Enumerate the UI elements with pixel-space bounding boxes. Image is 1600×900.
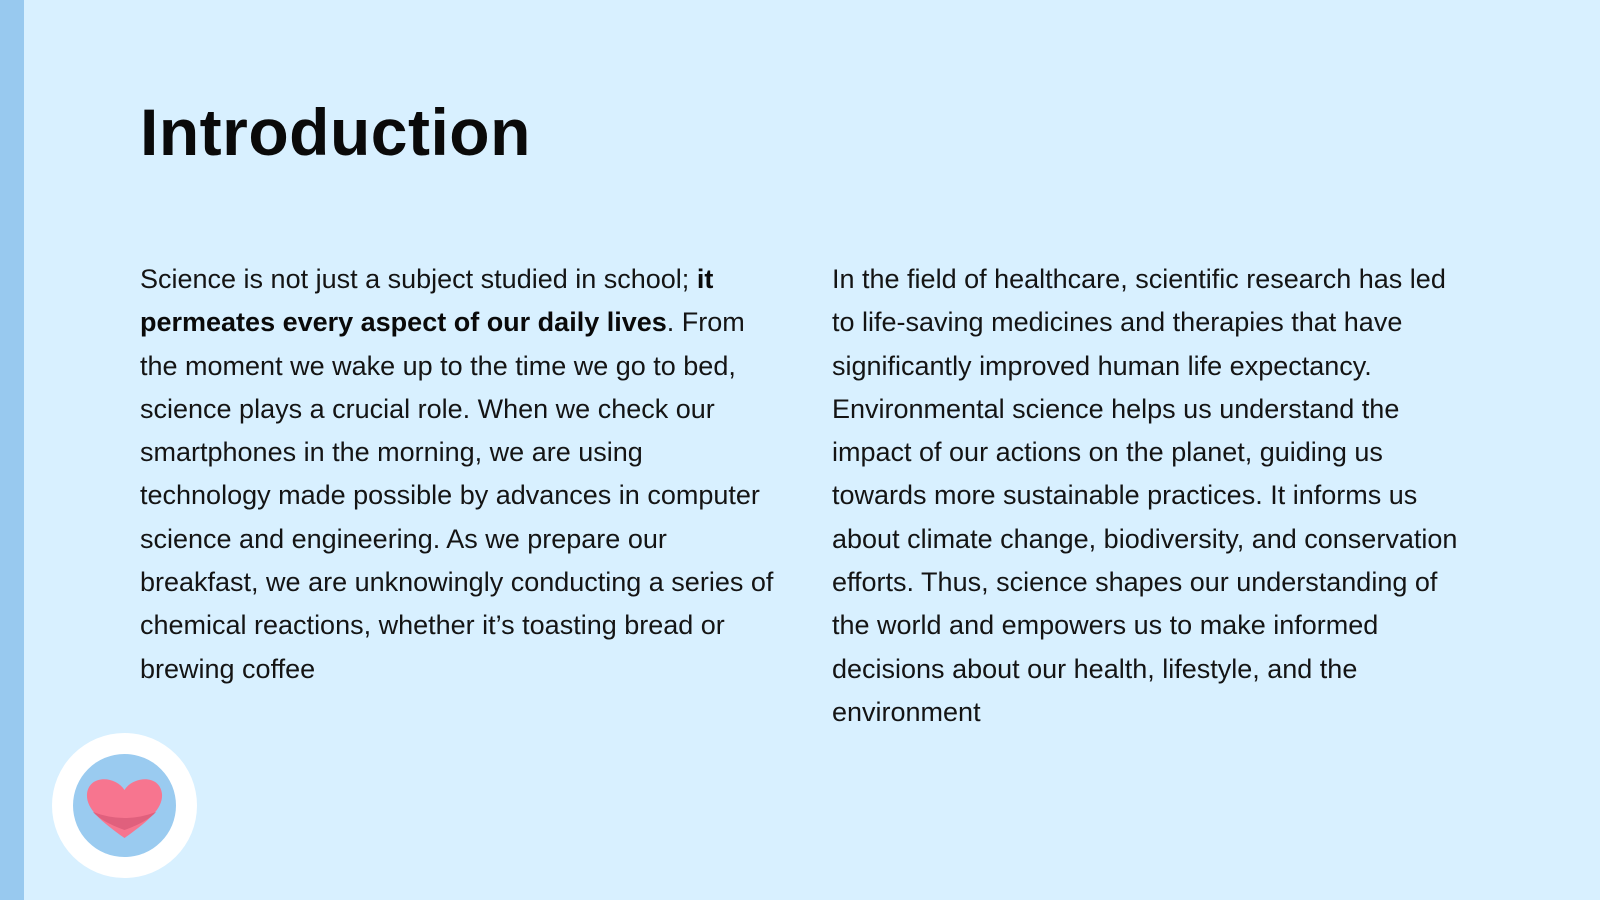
left-accent-stripe <box>0 0 24 900</box>
left-paragraph <box>140 258 780 691</box>
right-text-column <box>832 258 1472 734</box>
left-text-intro: Science is not just a subject studied in school; <box>140 264 697 294</box>
right-paragraph: In the field of healthcare, scientific research has led to life-saving medicines and therapies that have significantly improved human life expectancy. Environmental science helps us understand the impact of our actions on the planet, guiding us towards more sustainable practices. It informs us about climate change, biodiversity, and conservation efforts. Thus, science shapes our understanding of the world and empowers us to make informed decisions about our health, lifestyle, and the environment <box>832 264 1458 727</box>
left-text-column <box>140 258 780 691</box>
logo-badge-inner <box>73 754 176 857</box>
left-text-body: . From the moment we wake up to the time we go to bed, science plays a crucial role. When we check our smartphones in the morning, we are using technology made possible by advances in computer science and engineering. As we prepare our breakfast, we are unknowingly conducting a series of chemical reactions, whether it’s toasting bread or brewing coffee <box>140 307 774 684</box>
logo-badge <box>52 733 197 878</box>
slide-title: Introduction <box>140 95 531 169</box>
heart-icon <box>83 772 166 840</box>
left-text-emphasis: it permeates every aspect of our daily lives <box>140 264 714 338</box>
